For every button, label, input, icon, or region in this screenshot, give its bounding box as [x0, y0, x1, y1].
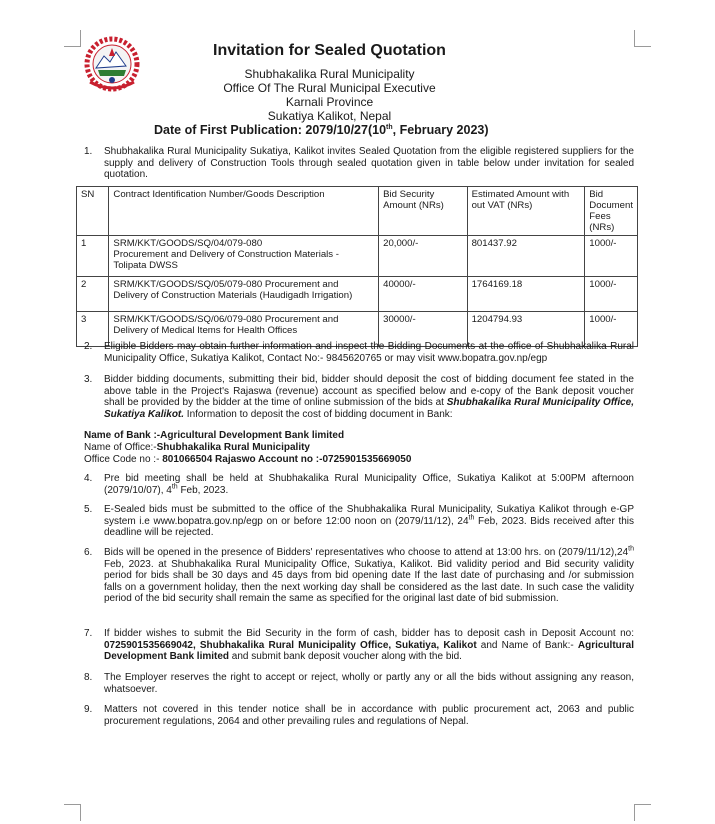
item-4-number: 4. [84, 473, 93, 484]
header-line-municipality: Shubhakalika Rural Municipality [244, 67, 415, 81]
item-6-text: Bids will be opened in the presence of Bidders' representatives who choose to attend at 13:00 hrs. on (2079/11/12),24th Feb, 2023. at Shubhakalika Rural Municipality Office, Sukatiya, Kalikot. Bid validity period and Bid security validity period for bids shall be 30 days and 45 days from bid opening date If the last date of purchasing and /or submission falls on a government holiday, then the next working day shall be considered as the last date. In such case the validity period of the bid security shall remain the same as specified for the original last date of bid submission. [104, 545, 634, 604]
item-9-number: 9. [84, 704, 93, 715]
table-cell-document-fee: 1000/- [585, 277, 638, 312]
table-cell-estimated-amount: 801437.92 [467, 236, 585, 277]
item-5-number: 5. [84, 504, 93, 515]
table-cell-description: SRM/KKT/GOODS/SQ/05/079-080 Procurement and Delivery of Construction Materials (Haudigadh Irrigation) [109, 277, 379, 312]
table-cell-bid-security: 30000/- [379, 312, 467, 347]
item-4-text: Pre bid meeting shall be held at Shubhakalika Rural Municipality Office, Sukatiya Kalikot at 5:00PM afternoon (2079/10/07), 4th Feb, 2023. [104, 473, 634, 496]
table-cell-sn: 1 [77, 236, 109, 277]
corner-mark-bottom-right [634, 804, 651, 821]
table-cell-description: SRM/KKT/GOODS/SQ/04/079-080 Procurement and Delivery of Construction Materials - Tolipata DWSS [109, 236, 379, 277]
table-cell-sn: 2 [77, 277, 109, 312]
table-cell-bid-security: 20,000/- [379, 236, 467, 277]
publication-date: Date of First Publication: 2079/10/27(10th, February 2023) [154, 123, 489, 137]
table-row [77, 236, 638, 277]
item-5-text: E-Sealed bids must be submitted to the office of the Shubhakalika Rural Municipality, Sukatiya Kalikot through e-GP system i.e www.bopatra.gov.np/egp on or before 12:00 noon on (2079/11/12), 24th Feb, 2023. Bids received after this deadline will be rejected. [104, 504, 635, 538]
bank-name: Name of Bank :-Agricultural Development Bank limited [84, 430, 345, 441]
item-3-text: Bidder bidding documents, submitting their bid, bidder should deposit the cost of bidding document fee stated in the above table in the Project's Rajaswa (revenue) account as specified below and e-copy of the Bank deposit voucher shall be provided by the bidder at the time of online submission of the bids at Shubhakalika Rural Municipality Office, Sukatiya Kalikot. Information to deposit the cost of bidding document in Bank: [104, 374, 634, 420]
table-cell-document-fee: 1000/- [585, 236, 638, 277]
table-header-sn: SN [77, 187, 109, 236]
item-2-number: 2. [84, 341, 93, 352]
item-8-text: The Employer reserves the right to accept or reject, wholly or partly any or all the bids without assigning any reason, whatsoever. [104, 672, 634, 695]
table-header-estimated-amount: Estimated Amount with out VAT (NRs) [467, 187, 585, 236]
item-7-number: 7. [84, 628, 93, 639]
table-header-document-fee: Bid Document Fees (NRs) [585, 187, 638, 236]
table-row [77, 277, 638, 312]
item-9-text: Matters not covered in this tender notice shall be in accordance with public procurement act, 2063 and public procurement regulations, 2064 and other prevailing rules and regulations of Nepal. [104, 704, 634, 727]
item-1-number: 1. [84, 146, 93, 157]
table-header-row [77, 187, 638, 236]
table-cell-sn: 3 [77, 312, 109, 347]
item-7-text: If bidder wishes to submit the Bid Security in the form of cash, bidder has to deposit cash in Deposit Account no: 0725901535669042, Shubhakalika Rural Municipality Office, Sukatiya, Kalikot and Name of Bank:- Agricultural Development Bank limited and submit bank deposit voucher along with the bid. [104, 628, 634, 662]
table-header-bid-security: Bid Security Amount (NRs) [379, 187, 467, 236]
table-cell-estimated-amount: 1764169.18 [467, 277, 585, 312]
bank-office: Name of Office:-Shubhakalika Rural Municipality [84, 442, 310, 453]
table-header-description: Contract Identification Number/Goods Description [109, 187, 379, 236]
item-3-number: 3. [84, 374, 93, 385]
header-line-office: Office Of The Rural Municipal Executive [223, 81, 436, 95]
table-cell-estimated-amount: 1204794.93 [467, 312, 585, 347]
header-line-province: Karnali Province [285, 95, 374, 109]
corner-mark-bottom-left [64, 804, 81, 821]
header-line-location: Sukatiya Kalikot, Nepal [267, 109, 392, 123]
item-2-text: Eligible Bidders may obtain further information and inspect the Bidding Documents at the office of Shubhakalika Rural Municipality Office, Sukatiya Kalikot, Contact No:- 9845620765 or may visit www.bopatra.gov.np/egp [104, 341, 634, 364]
item-1-text: Shubhakalika Rural Municipality Sukatiya, Kalikot invites Sealed Quotation from the eligible registered suppliers for the supply and delivery of Construction Tools through sealed quotation given in table below under invitation for sealed quotation. [104, 146, 634, 180]
item-8-number: 8. [84, 672, 93, 683]
quotation-table [76, 186, 638, 347]
table-cell-description: SRM/KKT/GOODS/SQ/06/079-080 Procurement and Delivery of Medical Items for Health Offices [109, 312, 379, 347]
table-cell-bid-security: 40000/- [379, 277, 467, 312]
table-cell-document-fee: 1000/- [585, 312, 638, 347]
item-6-number: 6. [84, 547, 93, 558]
bank-office-code: Office Code no :- 801066504 Rajaswo Account no :-0725901535669050 [84, 454, 412, 465]
page-title: Invitation for Sealed Quotation [213, 42, 446, 59]
